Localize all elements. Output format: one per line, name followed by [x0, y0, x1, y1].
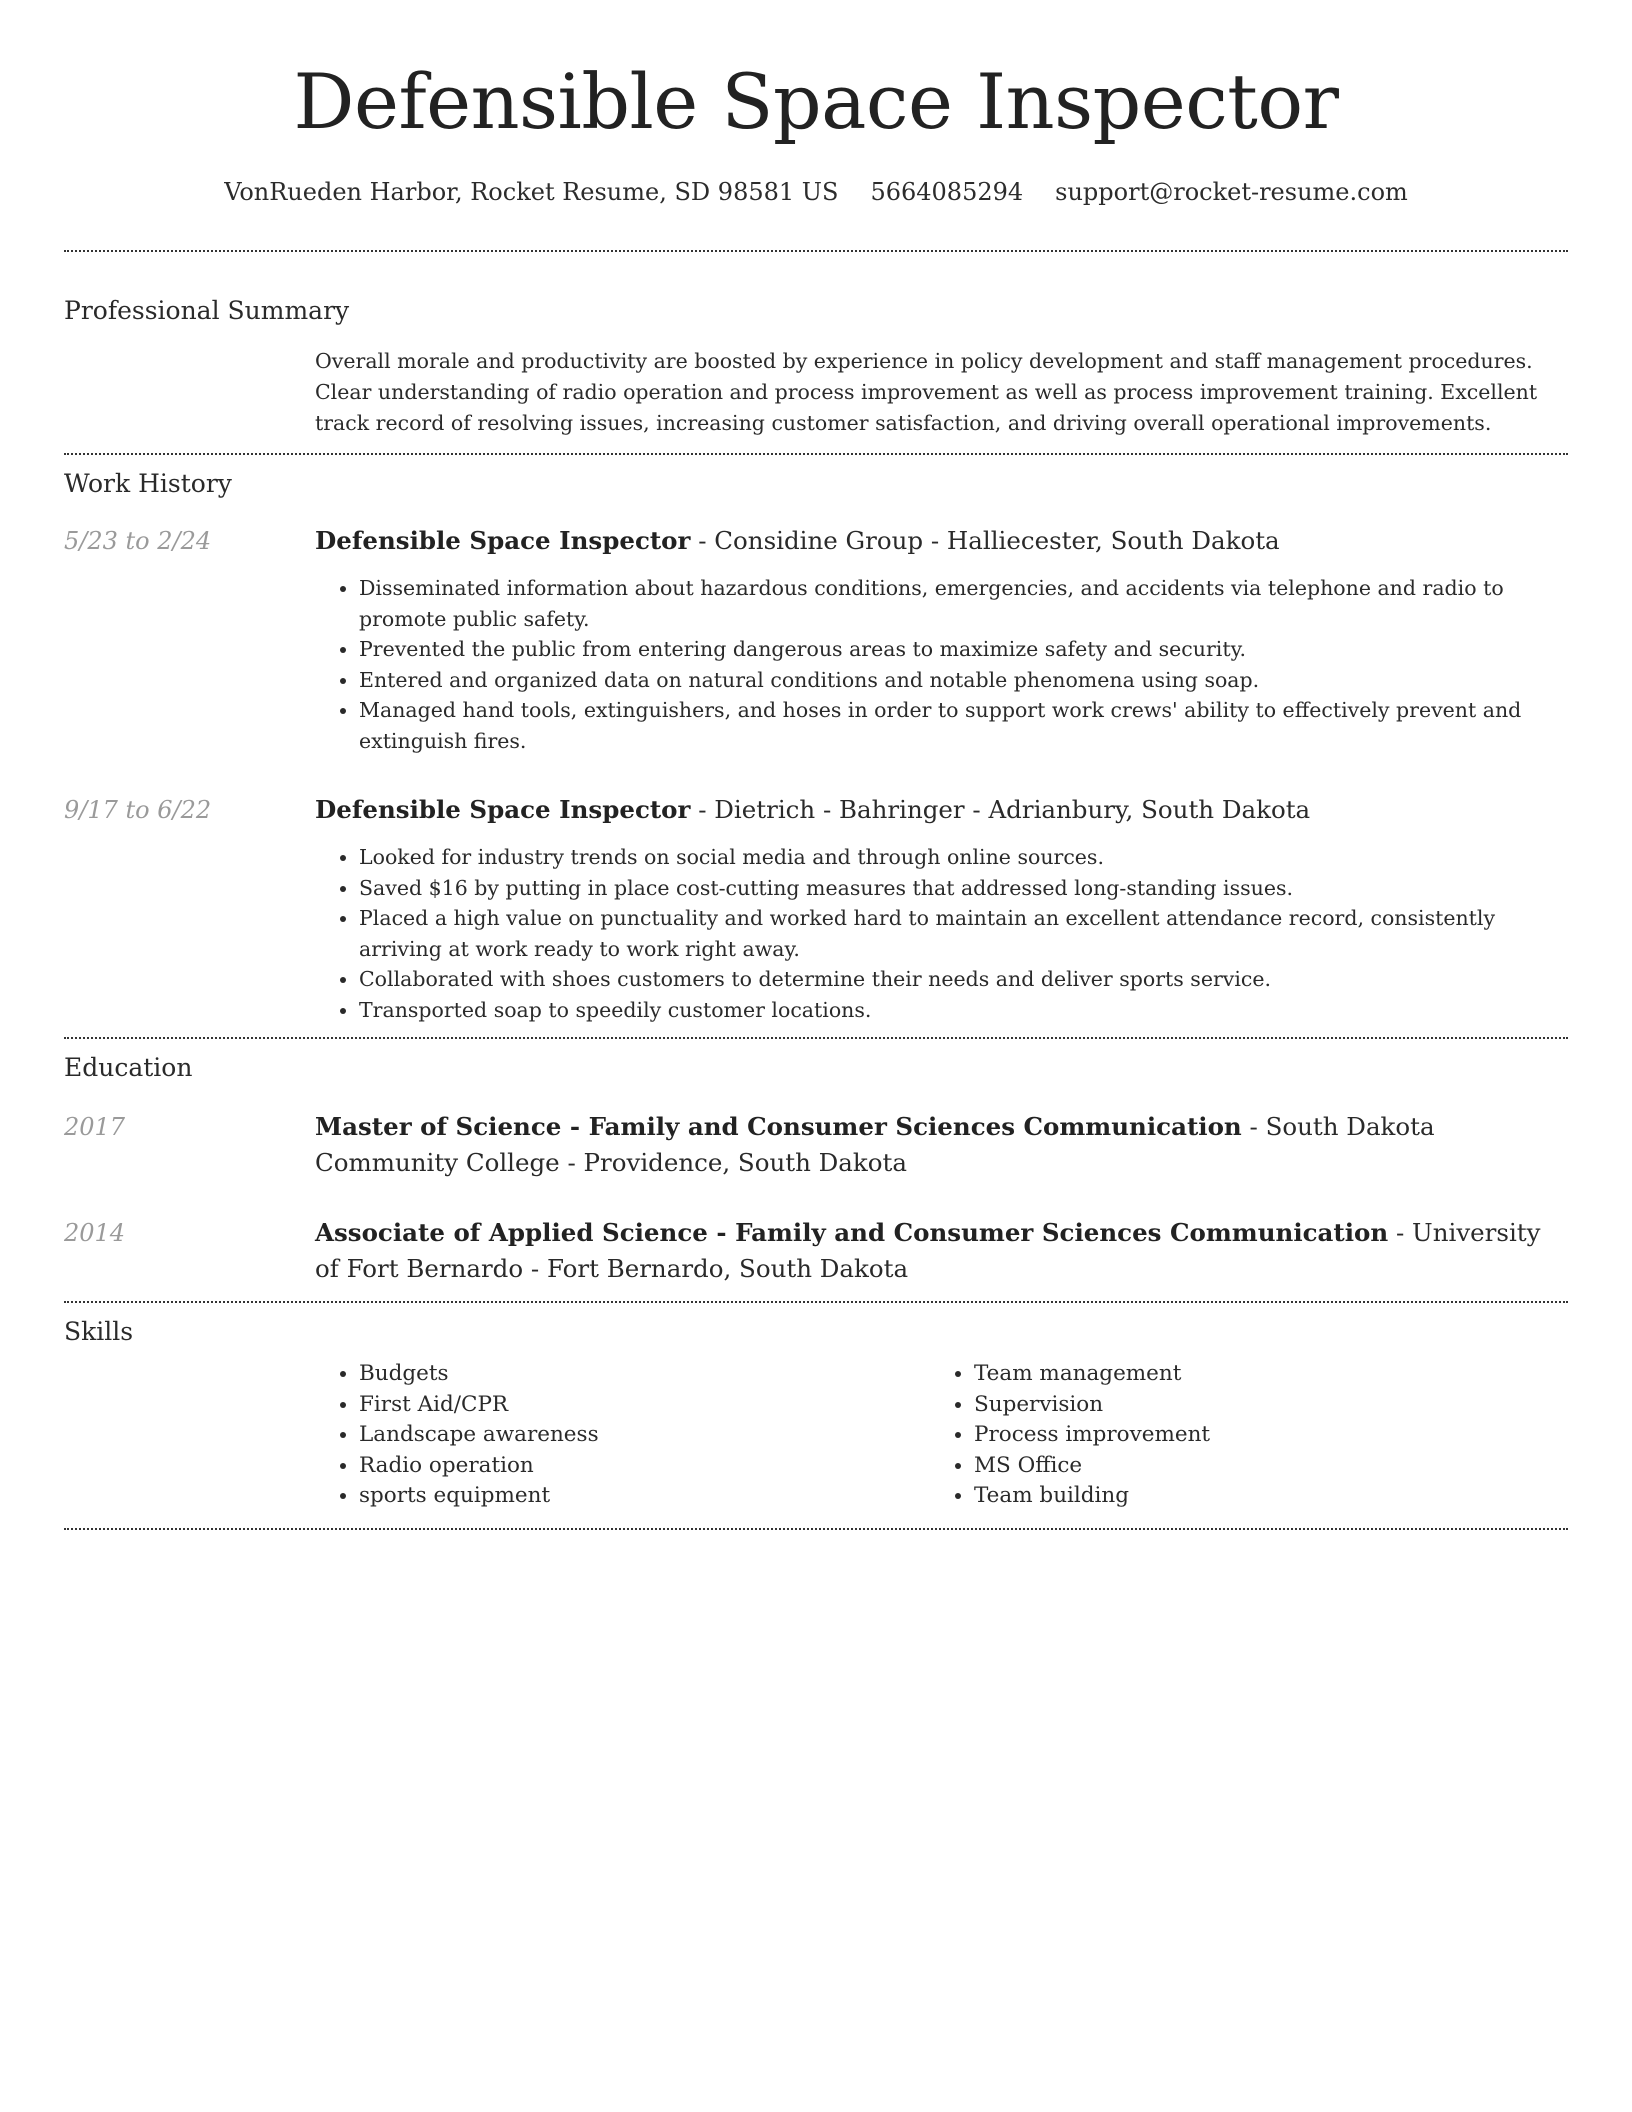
job-bullets	[315, 573, 1568, 756]
list-item: • Disseminated information about hazardous conditions, emergencies, and accidents via telephone and radio to promote public safety.	[359, 573, 1568, 634]
job-entry	[64, 523, 1568, 756]
list-item: • Collaborated with shoes customers to determine their needs and deliver sports service.	[359, 964, 1568, 995]
contact-line	[64, 176, 1568, 208]
job-heading	[315, 792, 1568, 828]
job-bullets	[315, 842, 1568, 1025]
skill-item: • Team building	[974, 1481, 1545, 1512]
job-dates: 9/17 to 6/22	[64, 796, 212, 824]
education-text	[315, 1109, 1568, 1181]
job-heading	[315, 523, 1568, 559]
candidate-name: Defensible Space Inspector	[293, 57, 1339, 146]
skill-item: • Radio operation	[359, 1451, 930, 1482]
list-item: • Transported soap to speedily customer locations.	[359, 995, 1568, 1026]
education-degree: Associate of Applied Science - Family and Consumer Sciences Communication	[315, 1218, 1389, 1247]
skills-section	[64, 1315, 1568, 1528]
list-item: • Managed hand tools, extinguishers, and hoses in order to support work crews' ability to effectively prevent and extinguish fires.	[359, 695, 1568, 756]
skill-item: • Landscape awareness	[359, 1420, 930, 1451]
job-title: Defensible Space Inspector	[315, 795, 691, 824]
section-divider	[64, 250, 1568, 252]
section-title-work: Work History	[64, 469, 232, 498]
section-divider	[64, 1301, 1568, 1303]
section-divider	[64, 453, 1568, 455]
skill-item: • Process improvement	[974, 1420, 1545, 1451]
list-item: • Looked for industry trends on social media and through online sources.	[359, 842, 1568, 873]
skills-grid	[315, 1359, 1568, 1528]
list-item: • Saved $16 by putting in place cost-cutting measures that addressed long-standing issues.	[359, 873, 1568, 904]
contact-phone: 5664085294	[870, 178, 1024, 206]
education-year: 2014	[64, 1219, 126, 1247]
contact-email: support@rocket-resume.com	[1055, 178, 1408, 206]
education-school: - South Dakota Community College - Providence, South Dakota	[315, 1112, 1435, 1177]
skills-column-right	[930, 1359, 1545, 1512]
education-degree: Master of Science - Family and Consumer Sciences Communication	[315, 1112, 1242, 1141]
list-item: • Prevented the public from entering dangerous areas to maximize safety and security.	[359, 634, 1568, 665]
skill-item: • First Aid/CPR	[359, 1390, 930, 1421]
list-item: • Placed a high value on punctuality and worked hard to maintain an excellent attendance record, consistently arriving at work ready to work right away.	[359, 903, 1568, 964]
section-title-education: Education	[64, 1053, 193, 1082]
work-history-section	[64, 467, 1568, 1037]
job-employer: - Considine Group - Halliecester, South Dakota	[690, 526, 1280, 555]
professional-summary-section	[64, 294, 1568, 453]
skills-column-left	[315, 1359, 930, 1512]
job-title: Defensible Space Inspector	[315, 526, 691, 555]
job-entry	[64, 792, 1568, 1037]
education-section	[64, 1051, 1568, 1301]
skill-item: • Team management	[974, 1359, 1545, 1390]
list-item: • Entered and organized data on natural conditions and notable phenomena using soap.	[359, 665, 1568, 696]
education-entry	[64, 1109, 1568, 1181]
education-school: - University of Fort Bernardo - Fort Bernardo, South Dakota	[315, 1218, 1541, 1283]
skill-item: • Budgets	[359, 1359, 930, 1390]
job-dates: 5/23 to 2/24	[64, 527, 212, 555]
skill-item: • sports equipment	[359, 1481, 930, 1512]
section-title-skills: Skills	[64, 1317, 134, 1346]
section-title-summary: Professional Summary	[64, 296, 350, 325]
skill-item: • MS Office	[974, 1451, 1545, 1482]
section-divider	[64, 1528, 1568, 1530]
summary-text: Overall morale and productivity are boosted by experience in policy development and staff management procedures. Clear understanding of radio operation and process improvement as well as process improvement training. Excellent track record of resolving issues, increasing customer satisfaction, and driving overall operational improvements.	[315, 349, 1538, 435]
education-year: 2017	[64, 1113, 126, 1141]
education-entry	[64, 1215, 1568, 1301]
skill-item: • Supervision	[974, 1390, 1545, 1421]
section-divider	[64, 1037, 1568, 1039]
education-text	[315, 1215, 1568, 1287]
job-employer: - Dietrich - Bahringer - Adrianbury, South Dakota	[690, 795, 1311, 824]
contact-address: VonRueden Harbor, Rocket Resume, SD 98581 US	[224, 178, 839, 206]
